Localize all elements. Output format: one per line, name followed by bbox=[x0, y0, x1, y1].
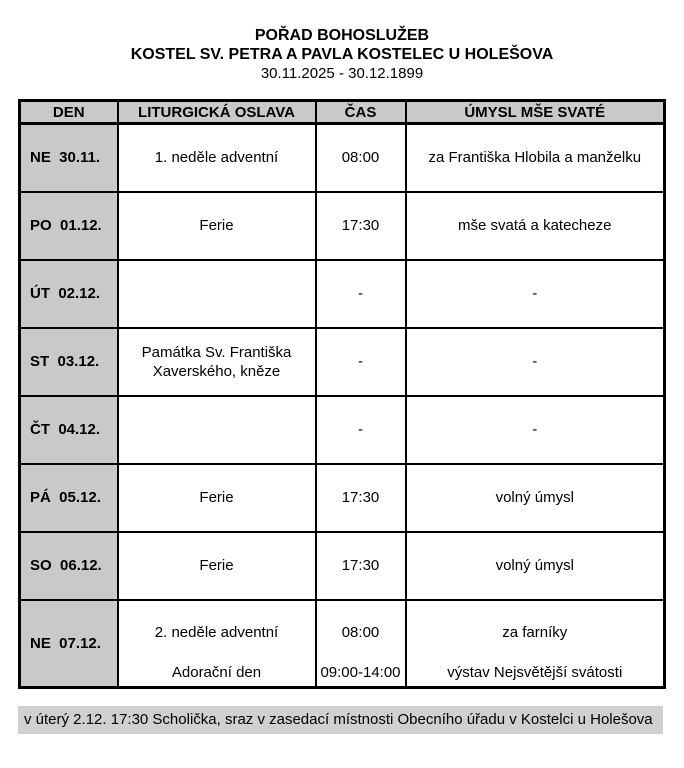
intention-cell: - bbox=[406, 396, 665, 464]
time-cell: 08:00 bbox=[316, 124, 406, 192]
doc-subtitle: KOSTEL SV. PETRA A PAVLA KOSTELEC U HOLEŠOVA bbox=[130, 46, 554, 63]
table-row bbox=[20, 192, 665, 260]
col-header-liturgicka-oslava: LITURGICKÁ OSLAVA bbox=[118, 101, 316, 124]
intention-cell: - bbox=[406, 260, 665, 328]
time-cell: - bbox=[316, 396, 406, 464]
intention-primary: za farníky bbox=[502, 623, 568, 641]
celebration-cell: 1. neděle adventní bbox=[118, 124, 316, 192]
celebration-cell bbox=[118, 260, 316, 328]
schedule-table bbox=[18, 99, 666, 689]
footer-note: v úterý 2.12. 17:30 Scholička, sraz v zasedací místnosti Obecního úřadu v Kostelci u Holešova bbox=[18, 706, 663, 734]
table-row bbox=[20, 260, 665, 328]
day-cell: PO 01.12. bbox=[20, 192, 118, 260]
time-cell: - bbox=[316, 260, 406, 328]
celebration-cell: Ferie bbox=[118, 532, 316, 600]
doc-date-range: 30.11.2025 - 30.12.1899 bbox=[260, 65, 424, 82]
intention-cell: mše svatá a katecheze bbox=[406, 192, 665, 260]
celebration-secondary: Adorační den bbox=[171, 664, 262, 682]
intention-cell: za Františka Hlobila a manželku bbox=[406, 124, 665, 192]
celebration-cell: Památka Sv. Františka Xaverského, kněze bbox=[118, 328, 316, 396]
time-cell: - bbox=[316, 328, 406, 396]
col-header-den: DEN bbox=[20, 101, 118, 124]
celebration-cell bbox=[118, 396, 316, 464]
document-header bbox=[0, 0, 684, 83]
col-header-cas: ČAS bbox=[316, 101, 406, 124]
col-header-umysl: ÚMYSL MŠE SVATÉ bbox=[406, 101, 665, 124]
table-row bbox=[20, 396, 665, 464]
table-row bbox=[20, 328, 665, 396]
time-secondary: 09:00-14:00 bbox=[320, 664, 401, 682]
day-cell: NE 07.12. bbox=[20, 600, 118, 688]
table-row bbox=[20, 600, 665, 688]
celebration-primary: 2. neděle adventní bbox=[154, 623, 279, 641]
intention-cell bbox=[406, 600, 665, 688]
table-header bbox=[20, 101, 665, 124]
day-cell: SO 06.12. bbox=[20, 532, 118, 600]
day-cell: ST 03.12. bbox=[20, 328, 118, 396]
intention-cell: - bbox=[406, 328, 665, 396]
celebration-cell: Ferie bbox=[118, 192, 316, 260]
table-row bbox=[20, 532, 665, 600]
day-cell: NE 30.11. bbox=[20, 124, 118, 192]
time-cell: 17:30 bbox=[316, 192, 406, 260]
intention-cell: volný úmysl bbox=[406, 464, 665, 532]
day-cell: ÚT 02.12. bbox=[20, 260, 118, 328]
celebration-cell: Ferie bbox=[118, 464, 316, 532]
day-cell: PÁ 05.12. bbox=[20, 464, 118, 532]
doc-title: POŘAD BOHOSLUŽEB bbox=[254, 27, 430, 44]
time-cell bbox=[316, 600, 406, 688]
table-row bbox=[20, 124, 665, 192]
time-cell: 17:30 bbox=[316, 532, 406, 600]
time-cell: 17:30 bbox=[316, 464, 406, 532]
intention-secondary: výstav Nejsvětější svátosti bbox=[447, 664, 623, 682]
celebration-cell bbox=[118, 600, 316, 688]
day-cell: ČT 04.12. bbox=[20, 396, 118, 464]
header-row bbox=[20, 101, 665, 124]
time-primary: 08:00 bbox=[341, 623, 380, 641]
table-row bbox=[20, 464, 665, 532]
intention-cell: volný úmysl bbox=[406, 532, 665, 600]
